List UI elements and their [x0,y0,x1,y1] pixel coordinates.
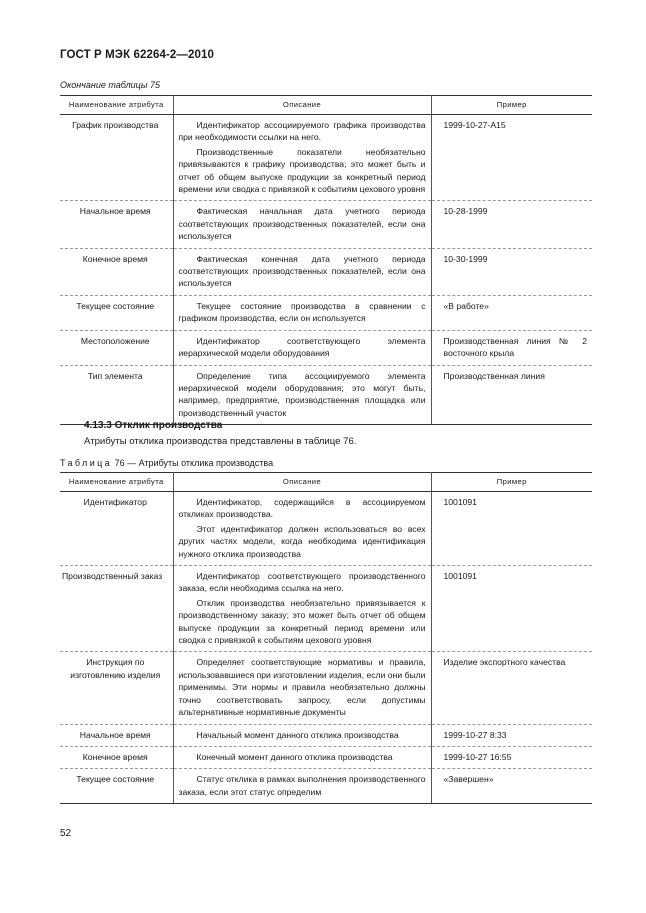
description-paragraph: Фактическая конечная дата учетного периода соответствующих производственных показателей, если она используется [178,253,426,289]
section-heading: 4.13.3 Отклик производства [84,420,223,431]
description-paragraph: Начальный момент данного отклика производства [196,729,399,740]
attribute-example: 1001091 [431,566,592,652]
description-paragraph: Конечный момент данного отклика производства [196,751,393,762]
table-row [60,566,592,652]
description-paragraph: Идентификатор соответствующего элемента иерархической модели оборудования [178,335,426,359]
document-header: ГОСТ Р МЭК 62264-2—2010 [60,49,214,61]
table-76 [60,472,592,804]
attribute-name: Начальное время [60,201,173,248]
table-76-caption [60,458,273,468]
attribute-name: Тип элемента [60,365,173,425]
column-header-name: Наименование атрибута [60,473,173,492]
attribute-example: «Завершен» [431,769,592,804]
description-paragraph: Этот идентификатор должен использоваться во всех других частях модели, когда необходима идентификация нужного отклика производства [178,523,426,559]
page-number: 52 [60,828,72,839]
attribute-name: Текущее состояние [60,295,173,330]
description-paragraph: Производственные показатели необязательно привязываются к графику производства; это может быть и отчет об общем выпуске продукции за конкретный период времени или сводка с привязкой к событиям цехового уровня [178,146,426,195]
attribute-name: Конечное время [60,248,173,295]
attribute-example: 1999-10-27 16:55 [431,746,592,768]
caption-label: Таблица [60,458,113,468]
column-header-description: Описание [173,96,431,115]
attribute-description [173,746,431,768]
table-75-caption: Окончание таблицы 75 [60,80,160,90]
attribute-name: График производства [60,115,173,201]
description-paragraph: Текущее состояние производства в сравнении с графиком производства, если он используется [178,300,426,324]
attribute-name: Конечное время [60,746,173,768]
description-paragraph: Фактическая начальная дата учетного периода соответствующих производственных показателей, если она используется [178,206,426,242]
column-header-description: Описание [173,473,431,492]
description-paragraph: Идентификатор, содержащийся в ассоциируемом откликах производства. [178,497,426,520]
table-row [60,201,592,248]
table-row [60,724,592,746]
attribute-description [173,652,431,724]
description-paragraph: Отклик производства необязательно привязывается к производственному заказу; это может быть отчет об общем выпуске продукции за конкретный период времени или сводка с привязкой к событиям цехового уровня [178,597,426,646]
attribute-name: Инструкция по изготовлению изделия [60,652,173,724]
attribute-example: «В работе» [431,295,592,330]
column-header-example: Пример [431,96,592,115]
table-row [60,295,592,330]
table-75 [60,95,592,425]
attribute-example: Изделие экспортного качества [431,652,592,724]
attribute-name: Текущее состояние [60,769,173,804]
attribute-name: Производственный заказ [60,566,173,652]
attribute-description [173,201,431,248]
attribute-description [173,365,431,425]
table-row [60,248,592,295]
description-paragraph: Статус отклика в рамках выполнения производственного заказа, если этот статус определим [178,774,426,797]
attribute-description [173,566,431,652]
attribute-description [173,330,431,365]
column-header-name: Наименование атрибута [60,96,173,115]
table-header-row [60,96,592,115]
attribute-name: Идентификатор [60,492,173,566]
description-paragraph: Идентификатор ассоциируемого графика производства при необходимости ссылки на него. [178,120,426,143]
attribute-description [173,769,431,804]
attribute-description [173,115,431,201]
attribute-name: Местоположение [60,330,173,365]
caption-title: 76 — Атрибуты отклика производства [112,458,274,468]
section-text: Атрибуты отклика производства представлены в таблице 76. [84,436,357,447]
attribute-description [173,724,431,746]
attribute-example: 1001091 [431,492,592,566]
attribute-name: Начальное время [60,724,173,746]
attribute-example: Производственная линия [431,365,592,425]
attribute-example: 1999-10-27 8:33 [431,724,592,746]
column-header-example: Пример [431,473,592,492]
table-row [60,330,592,365]
description-paragraph: Идентификатор соответствующего производственного заказа, если необходима ссылка на него. [178,571,426,594]
attribute-example: Производственная линия № 2 восточного крыла [431,330,592,365]
table-row [60,492,592,566]
description-paragraph: Определяет соответствующие нормативы и правила, использовавшиеся при изготовлении изделия, если они были применимы. Эти нормы и правила необязательно должны точно соответствовать запросу, если допустимы альтернативные нормативные документы [178,657,426,718]
attribute-description [173,492,431,566]
table-row [60,769,592,804]
attribute-example: 1999-10-27-A15 [431,115,592,201]
table-row [60,115,592,201]
attribute-example: 10-30-1999 [431,248,592,295]
table-row [60,365,592,425]
table-row [60,746,592,768]
attribute-description [173,248,431,295]
description-paragraph: Определение типа ассоциируемого элемента иерархической модели оборудования; это могут быть, например, предприятие, производственная площадка или производственный участок [178,370,426,418]
table-row [60,652,592,724]
attribute-description [173,295,431,330]
table-header-row [60,473,592,492]
attribute-example: 10-28-1999 [431,201,592,248]
